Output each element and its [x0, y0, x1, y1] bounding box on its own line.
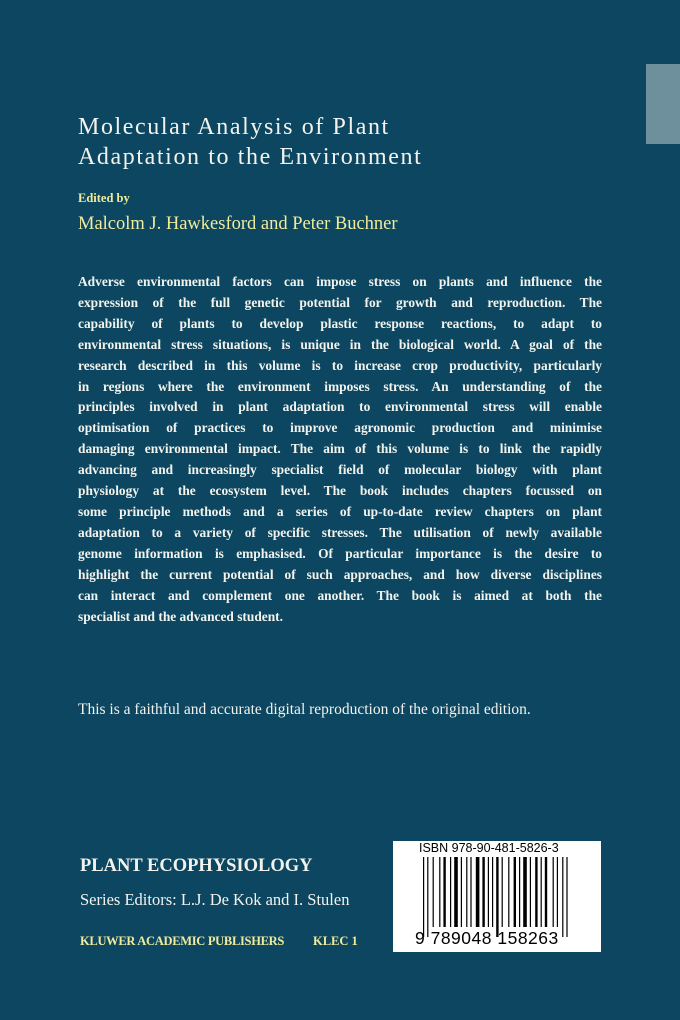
blurb-line: highlight the current potential of such approaches, and how diverse disciplines	[78, 566, 602, 582]
barcode-bar	[519, 857, 520, 927]
reproduction-note: This is a faithful and accurate digital reproduction of the original edition.	[78, 701, 531, 718]
barcode-bar	[433, 857, 434, 927]
blurb-line: in regions where the environment imposes stress. An understanding of the	[78, 378, 602, 394]
isbn-label: ISBN 978-90-481-5826-3	[419, 841, 559, 855]
barcode-bar	[530, 857, 531, 927]
barcode-bar	[545, 857, 547, 927]
blurb-line: capability of plants to develop plastic response reactions, to adapt to	[78, 315, 602, 331]
blurb-line: damaging environmental impact. The aim of this volume is to link the rapidly	[78, 441, 602, 457]
barcode-bar	[566, 857, 567, 937]
blurb-line: adaptation to a variety of specific stresses. The utilisation of newly available	[78, 524, 602, 540]
barcode-digits: 9 789048 158263	[415, 928, 559, 948]
edited-by-label: Edited by	[78, 191, 130, 205]
barcode-bar	[535, 857, 537, 927]
blurb-line: optimisation of practices to improve agronomic production and minimise	[78, 420, 602, 436]
blurb-line: Adverse environmental factors can impose stress on plants and influence the	[78, 274, 602, 289]
barcode-bar	[557, 857, 558, 927]
blurb-line: principles involved in plant adaptation to environmental stress will enable	[78, 399, 602, 415]
series-name: PLANT ECOPHYSIOLOGY	[80, 856, 313, 876]
barcode-bar	[461, 857, 462, 927]
publisher: KLUWER ACADEMIC PUBLISHERS	[80, 934, 285, 948]
barcode-bar	[553, 857, 554, 927]
blurb-line: genome information is emphasised. Of particular importance is the desire to	[78, 545, 602, 561]
blurb-line: advancing and increasingly specialist field of molecular biology with plant	[78, 462, 602, 478]
editors: Malcolm J. Hawkesford and Peter Buchner	[78, 214, 398, 234]
barcode-bar	[523, 857, 527, 927]
barcode-bar	[466, 857, 467, 927]
blurb-line: environmental stress situations, is unique in the biological world. A goal of the	[78, 336, 602, 352]
barcode-bar	[514, 857, 516, 927]
barcode-bar	[492, 857, 493, 927]
barcode-bar	[427, 857, 428, 937]
barcode-bar	[454, 857, 458, 927]
barcode-bar	[482, 857, 484, 927]
barcode-bar	[443, 857, 445, 927]
barcode-bar	[496, 857, 498, 937]
series-code: KLEC 1	[313, 934, 358, 948]
blurb-line: research described in this volume is to increase crop productivity, particularly	[78, 357, 602, 373]
title-line: Molecular Analysis of Plant	[78, 114, 390, 140]
blurb-line: physiology at the ecosystem level. The book includes chapters focussed on	[78, 483, 602, 499]
blurb-line: some principle methods and a series of up-to-date review chapters on plant	[78, 503, 602, 519]
barcode-bar	[508, 857, 509, 927]
barcode-bar	[439, 857, 440, 927]
title-line: Adaptation to the Environment	[78, 144, 423, 170]
barcode-bar	[502, 857, 503, 927]
blurb	[78, 272, 602, 627]
barcode-bars	[423, 857, 573, 937]
blurb-line: specialist and the advanced student.	[78, 608, 283, 624]
book-title	[78, 112, 422, 172]
series-editors: Series Editors: L.J. De Kok and I. Stulen	[80, 890, 350, 909]
barcode	[393, 841, 601, 952]
barcode-bar	[541, 857, 542, 927]
barcode-bar	[470, 857, 471, 927]
barcode-bar	[423, 857, 424, 937]
barcode-bar	[476, 857, 480, 927]
blurb-line: can interact and complement one another. The book is aimed at both the	[78, 587, 602, 603]
barcode-bar	[562, 857, 563, 937]
barcode-bar	[450, 857, 451, 927]
barcode-bar	[488, 857, 489, 927]
cover-edge-tab	[646, 64, 680, 144]
blurb-line: expression of the full genetic potential for growth and reproduction. The	[78, 294, 602, 310]
